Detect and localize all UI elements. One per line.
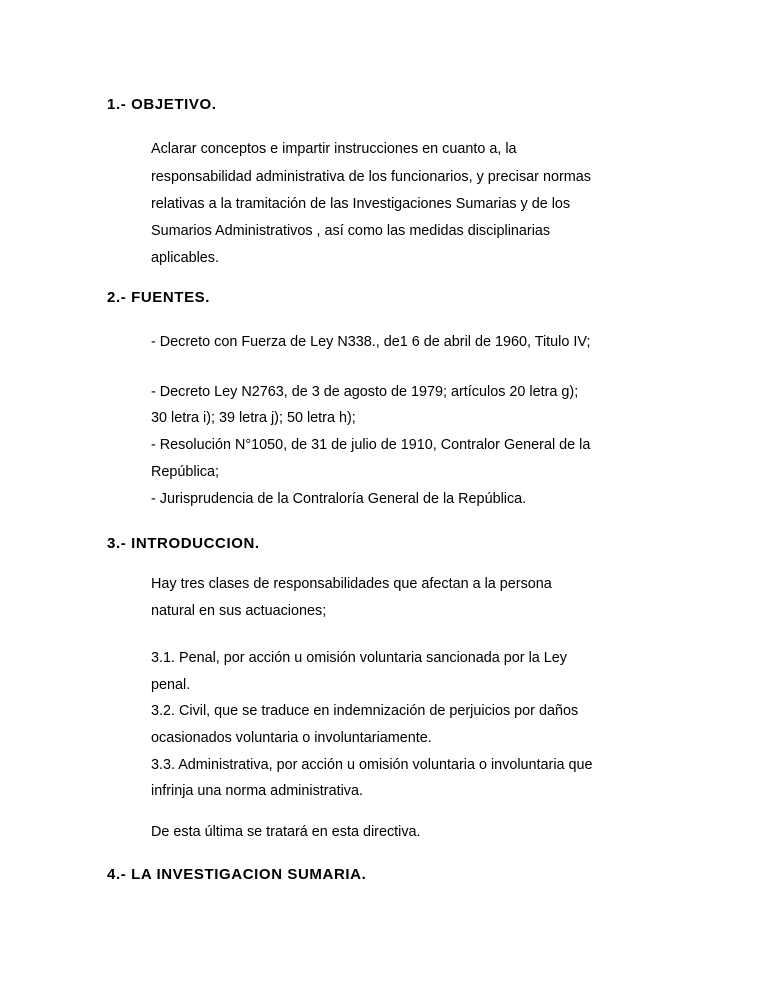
- introduccion-line: De esta última se tratará en esta directiva.: [151, 824, 421, 840]
- section-heading-fuentes: 2.- FUENTES.: [107, 289, 211, 306]
- objetivo-line: Aclarar conceptos e impartir instrucciones en cuanto a, la: [151, 141, 517, 157]
- fuentes-line: República;: [151, 464, 219, 480]
- objetivo-line: Sumarios Administrativos , así como las medidas disciplinarias: [151, 223, 551, 239]
- introduccion-line: 3.2. Civil, que se traduce en indemnización de perjuicios por daños: [151, 703, 579, 719]
- introduccion-line: Hay tres clases de responsabilidades que afectan a la persona: [151, 576, 552, 592]
- introduccion-line: penal.: [151, 677, 191, 693]
- introduccion-line: 3.1. Penal, por acción u omisión voluntaria sancionada por la Ley: [151, 650, 567, 666]
- introduccion-line: infrinja una norma administrativa.: [151, 783, 363, 799]
- objetivo-line: responsabilidad administrativa de los funcionarios, y precisar normas: [151, 169, 591, 185]
- fuentes-line: - Jurisprudencia de la Contraloría General de la República.: [151, 491, 527, 507]
- section-heading-objetivo: 1.- OBJETIVO.: [107, 96, 217, 113]
- introduccion-line: ocasionados voluntaria o involuntariamente.: [151, 730, 432, 746]
- fuentes-line: 30 letra i); 39 letra j); 50 letra h);: [151, 410, 356, 426]
- fuentes-line: - Decreto Ley N2763, de 3 de agosto de 1979; artículos 20 letra g);: [151, 384, 579, 400]
- section-heading-investigacion-sumaria: 4.- LA INVESTIGACION SUMARIA.: [107, 866, 367, 883]
- introduccion-line: natural en sus actuaciones;: [151, 603, 327, 619]
- objetivo-line: aplicables.: [151, 250, 219, 266]
- introduccion-line: 3.3. Administrativa, por acción u omisión voluntaria o involuntaria que: [151, 757, 593, 773]
- section-heading-introduccion: 3.- INTRODUCCION.: [107, 535, 260, 552]
- fuentes-line: - Resolución N°1050, de 31 de julio de 1910, Contralor General de la: [151, 437, 591, 453]
- fuentes-line: - Decreto con Fuerza de Ley N338., de1 6 de abril de 1960, Titulo IV;: [151, 334, 591, 350]
- objetivo-line: relativas a la tramitación de las Investigaciones Sumarias y de los: [151, 196, 571, 212]
